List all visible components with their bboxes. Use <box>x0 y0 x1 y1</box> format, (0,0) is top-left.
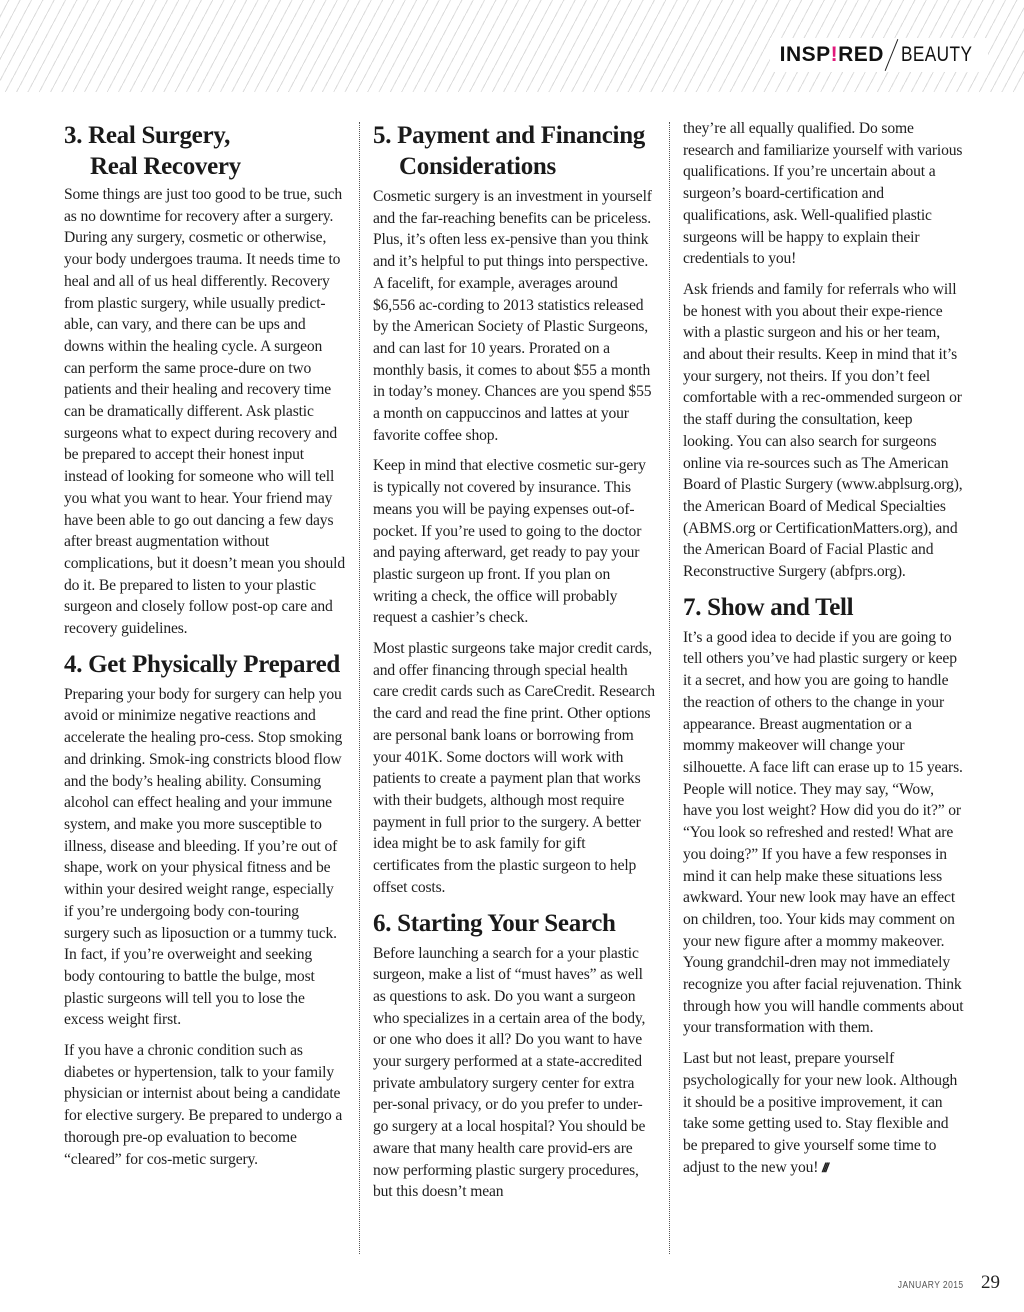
section-heading-3: 3. Real Surgery, Real Recovery <box>64 122 241 180</box>
section-heading-4: 4. Get Physically Prepared <box>64 650 340 678</box>
column-divider <box>669 122 670 1254</box>
paragraph-text: Last but not least, prepare yourself psychologically for your new look. Although it should be a positive improvement, it can take some getting used to. Stay flexible and be prepared to give yourself some time to adjust to the new you! <box>683 1050 958 1176</box>
end-of-article-mark: /// <box>822 1159 827 1175</box>
page-number: 29 <box>981 1272 1000 1293</box>
page-footer <box>892 1272 1000 1294</box>
section-label: BEAUTY <box>900 43 973 66</box>
paragraph: Preparing your body for surgery can help you avoid or minimize negative reactions and accelerate the healing pro-cess. Stop smoking and drinking. Smok-ing constricts blood flow and the body’s healing ability. Consuming alcohol can effect healing and your immune system, and make you more susceptible to illness, disease and bleeding. If you’re out of shape, work on your physical fitness and be within your desired weight range, especially if you’re undergoing body con-touring surgery such as liposuction or a tummy tuck. In fact, if you’re overweight and seeking body contouring to battle the bulge, most plastic surgeons will tell you to lose the excess weight first. <box>64 685 343 1029</box>
magazine-brand <box>770 38 988 72</box>
paragraph: Ask friends and family for referrals who will be honest with you about their expe-rience with a plastic surgeon and his or her team, and about their results. Keep in mind that it’s your surgery, not theirs. If you don’t feel comfortable with a rec-ommended surgeon or the staff during the consultation, keep looking. You can also search for surgeons online via re-sources such as The American Board of Plastic Surgery (www.abplsurg.org), the American Board of Medical Specialties (ABMS.org or CertificationMatters.org), and the American Board of Facial Plastic and Reconstructive Surgery (abfprs.org). <box>683 280 963 581</box>
paragraph <box>683 1048 965 1178</box>
brand-name: INSP!RED <box>779 43 884 66</box>
paragraph: Keep in mind that elective cosmetic sur-gery is typically not covered by insurance. This means you will be paying expenses out-of-pocket. If you’re used to going to the doctor and paying afterward, get ready to pay your plastic surgeon up front. If you plan on writing a check, the office will probably request a cashier’s check. <box>373 457 646 627</box>
paragraph: If you have a chronic condition such as diabetes or hypertension, talk to your family physician or internist about being a candidate for elective surgery. Be prepared to undergo a thorough pre-op evaluation to become “cleared” for cos-metic surgery. <box>64 1042 343 1168</box>
article-column-2 <box>373 118 655 1250</box>
section-heading-6: 6. Starting Your Search <box>373 909 616 937</box>
paragraph: Some things are just too good to be true, such as no downtime for recovery after a surgery. During any surgery, cosmetic or otherwise, your body undergoes trauma. It needs time to heal and all of us heal differently. Recovery from plastic surgery, while usually predict-able, can vary, and there can be ups and downs within the healing cycle. A surgeon can perform the same proce-dure on two patients and their healing and recovery time can be dramatically different. Ask plastic surgeons what to expect during recovery and be prepared to accept their honest input instead of looking for someone who will tell you what you want to hear. Your friend may have been able to go out dancing a few days after breast augmentation without complications, but it doesn’t mean you should do it. Be prepared to listen to your plastic surgeon and closely follow post-op care and recovery guidelines. <box>64 186 345 638</box>
paragraph: they’re all equally qualified. Do some research and familiarize yourself with various qualifications. If you’re uncertain about a surgeon’s board-certification and qualifications, ask. Well-qualified plastic surgeons will be happy to explain their credentials to you! <box>683 120 963 268</box>
paragraph: Cosmetic surgery is an investment in yourself and the far-reaching benefits can be priceless. Plus, it’s often less ex-pensive than you think and it’s helpful to put things into perspective. A facelift, for example, averages around $6,556 ac-cording to 2013 statistics released by the American Society of Plastic Surgeons, and can last for 10 years. Prorated on a monthly basis, it comes to about $55 a month in today’s money. Chances are you spend $55 a month on cappuccinos and lattes at your favorite coffee shop. <box>373 188 652 444</box>
section-heading-5: 5. Payment and Financing Considerations <box>373 122 645 180</box>
paragraph: It’s a good idea to decide if you are going to tell others you’ve had plastic surgery or keep it a secret, and how you are going to handle the reaction of others to the change in your appearance. Breast augmentation or a mommy makeover will change your silhouette. A face lift can erase up to 15 years. People will notice. They may say, “Wow, have you lost weight? How did you do it?” or “You look so refreshed and rested! What are you doing?” If you have a few responses in mind it can help make these situations less awkward. Your new look may have an effect on children, too. Your kids may comment on your new figure after a mommy makeover. Young grandchil-dren may not immediately recognize you after facial rejuvenation. Think through how you will handle comments about your transformation with them. <box>683 628 964 1037</box>
article-column-1 <box>64 118 346 1250</box>
issue-date: JANUARY 2015 <box>897 1280 964 1291</box>
paragraph: Most plastic surgeons take major credit cards, and offer financing through special health care credit cards such as CareCredit. Research the card and read the fine print. Other options are personal bank loans or borrowing from your 401K. Some doctors will work with patients to create a payment plan that works with their budgets, although most require payment in full prior to the surgery. A better idea might be to ask family for gift certificates from the plastic surgeon to help offset costs. <box>373 640 655 896</box>
section-heading-7: 7. Show and Tell <box>683 593 854 621</box>
paragraph: Before launching a search for a your plastic surgeon, make a list of “must haves” as well as questions to ask. Do you want a surgeon who specializes in a certain area of the body, or one who does it all? Do you want to have your surgery performed at a state-accredited private ambulatory surgery center for extra per-sonal privacy, or do you prefer to under-go surgery at a local hospital? You should be aware that many health care provid-ers are now performing plastic surgery procedures, but this doesn’t mean <box>373 944 646 1201</box>
brand-slash-divider <box>885 39 899 71</box>
column-divider <box>359 122 360 1254</box>
article-column-3 <box>683 118 965 1250</box>
